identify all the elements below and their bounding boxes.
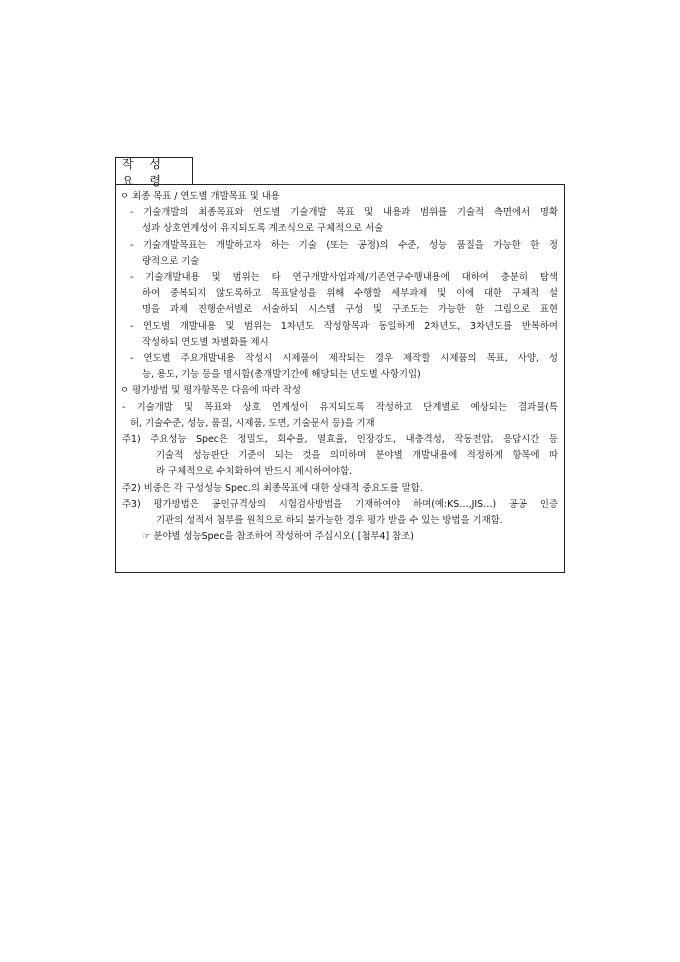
note-line: 주3) 평가방법은 공인규격상의 시험검사방법을 기재하여야 하며(예:KS…,JIS…) 공공 인증 <box>122 498 558 510</box>
bullet-continuation: 명을 과제 진행순서별로 서술하되 시스템 구성 및 구조도는 가능한 한 그림으로 표현 <box>142 304 558 316</box>
bullet-line: - 기술개발내용 및 범위는 타 연구개발사업과제/기존연구수행내용에 대하여 충분히 탐색 <box>130 272 558 284</box>
bullet-line: - 기술개발목표는 개발하고자 하는 기술 (또는 공정)의 수준, 성능 품질을 가능한 한 정 <box>130 239 558 251</box>
bullet-continuation: 하여 중복되지 않도록하고 목표달성을 위해 수행할 세부과제 및 이에 대한 구체적 설 <box>142 288 558 300</box>
bullet-line: - 기술개발 및 목표와 상호 연계성이 유지되도록 작성하고 단계별로 예상되는 결과물(특 <box>122 401 558 413</box>
reference-note: ☞ 분야별 성능Spec을 참조하여 작성하여 주십시오( [첨부4] 참조) <box>142 531 414 543</box>
note-line: 주2) 비중은 각 구성성능 Spec.의 최종목표에 대한 상대적 중요도를 말함. <box>122 482 423 494</box>
note-continuation: 라 구체적으로 수치화하여 반드시 제시하여야함. <box>156 466 353 478</box>
bullet-line: - 연도별 개발내용 및 범위는 1차년도 작성항목과 동일하게 2차년도, 3차년도를 반복하여 <box>130 320 558 332</box>
note-line: 주1) 주요성능 Spec은 정밀도, 회수율, 열효율, 인장강도, 내충격성, 작동전압, 응답시간 등 <box>122 434 558 446</box>
bullet-line: - 기술개발의 최종목표와 연도별 기술개발 목표 및 내용과 범위를 기술적 측면에서 명확 <box>130 207 558 219</box>
bullet-continuation: 작성하되 연도별 차별화를 제시 <box>142 336 269 348</box>
section-heading-evaluation: ㅇ 평가방법 및 평가항목은 다음에 따라 작성 <box>120 385 301 397</box>
bullet-continuation: 성과 상호연계성이 유지되도록 계조식으로 구체적으로 서술 <box>142 223 384 235</box>
section-heading-goals: ㅇ 최종 목표 / 연도별 개발목표 및 내용 <box>120 191 280 202</box>
bullet-line: - 연도별 주요개발내용 작성시 시제품이 제작되는 경우 제작할 시제품의 목표, 사양, 성 <box>130 353 558 365</box>
instructions-box <box>115 184 565 573</box>
note-continuation: 기관의 성적서 첨부를 원칙으로 하되 불가능한 경우 평가 받을 수 있는 방법을 기재함. <box>156 515 503 527</box>
section-tab-label: 작 성 요 령 <box>115 157 193 185</box>
bullet-continuation: 능, 용도, 기능 등을 명시함(총개발기간에 해당되는 년도별 사항기입) <box>142 369 421 381</box>
note-continuation: 기술적 성능판단 기준이 되는 것을 의미하며 분야별 개발내용에 적정하게 항목에 따 <box>156 450 558 462</box>
instructions-content <box>116 189 564 545</box>
bullet-continuation: 량적으로 기술 <box>142 255 200 267</box>
bullet-continuation: 허, 기술수준, 성능, 품질, 시제품, 도면, 기술문서 등)을 기재 <box>130 417 375 429</box>
